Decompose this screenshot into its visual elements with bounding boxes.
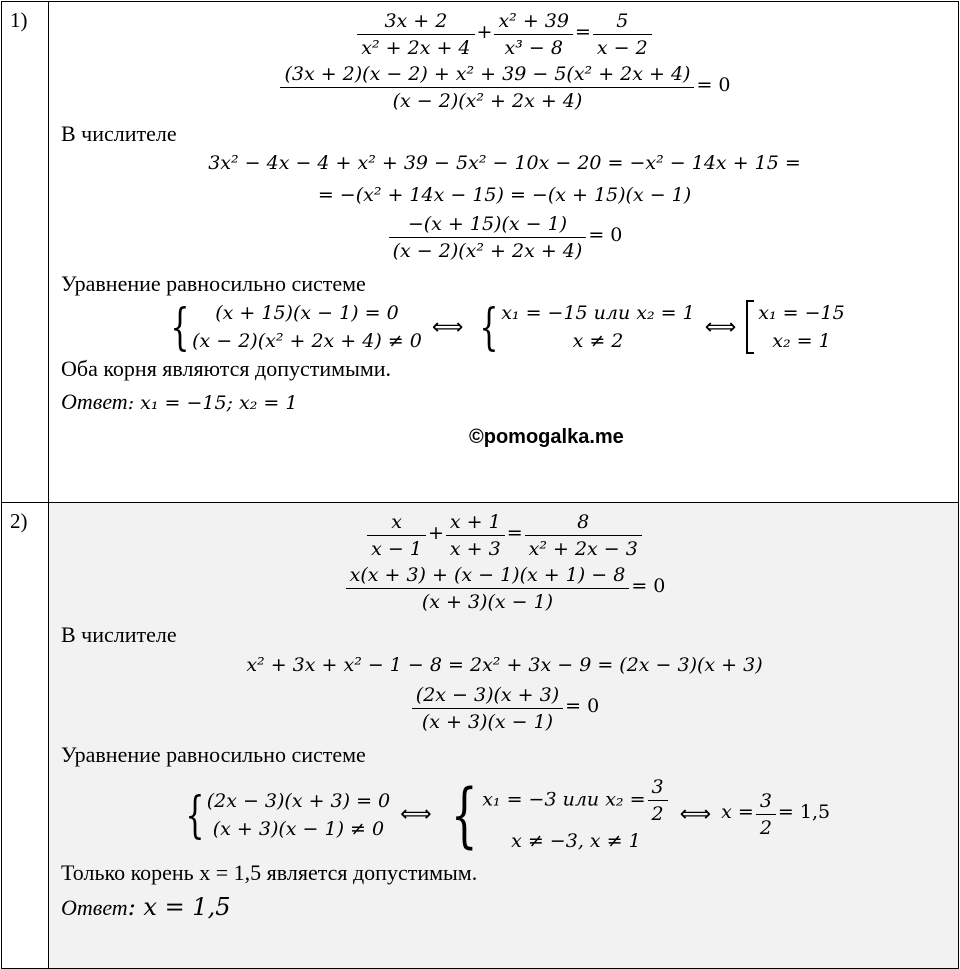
equation-line [61,61,948,114]
numerator: (2x − 3)(x + 3) [415,684,560,706]
solution-table [1,1,959,969]
system-row: x ≠ 2 [572,330,624,352]
result-left: x = [721,801,754,824]
equation-line [61,211,948,264]
fraction [367,509,426,562]
denominator: (x + 3)(x − 1) [346,588,630,615]
system-line [61,299,948,355]
fraction [389,211,587,264]
denominator: x + 3 [446,535,505,562]
brace-icon: { [479,298,499,356]
system-row: (x + 3)(x − 1) ≠ 0 [212,817,385,840]
fraction [357,8,474,61]
label-numerator: В числителе [61,622,177,647]
system-line [61,774,948,855]
answer-line [61,388,948,417]
fraction [494,8,573,61]
plus-sign: + [427,522,444,545]
numerator: x(x + 3) + (x − 1)(x + 1) − 8 [349,564,626,586]
problem-number: 1) [2,2,49,503]
brace-icon: { [185,785,205,844]
fraction [346,562,630,615]
denominator: x − 1 [367,535,426,562]
system-row: x₂ = 1 [772,330,831,352]
answer-line [61,894,948,921]
equivalence-arrow-icon: ⟺ [679,802,712,827]
system-1 [179,787,390,843]
label-system: Уравнение равносильно системе [61,742,366,767]
denominator: x³ − 8 [494,34,573,61]
roots-text: Только корень x = 1,5 является допустимым. [61,860,478,885]
denominator: (x + 3)(x − 1) [412,708,563,735]
equation-line [61,509,948,562]
denominator: x² + 2x + 4 [357,34,474,61]
problem-number: 2) [2,503,49,969]
equivalence-arrow-icon: ⟺ [704,314,737,340]
equivalence-arrow-icon: ⟺ [400,802,432,827]
system-2 [442,774,670,855]
denominator: 2 [648,800,668,827]
answer-label: Ответ [61,895,128,920]
numerator-expansion: 3x² − 4x − 4 + x² + 39 − 5x² − 10x − 20 = −x² − 14x + 15 = [208,152,801,174]
equals-sign: = [506,522,523,545]
problem-2-body [49,503,959,969]
numerator: x [391,511,402,533]
equation-line [61,8,948,61]
fraction [648,774,668,827]
numerator-factored: = −(x² + 14x − 15) = −(x + 15)(x − 1) [317,184,692,206]
numerator: 3 [651,776,664,798]
system-3 [746,299,844,355]
equals-zero: = 0 [588,224,623,247]
system-row: (x + 15)(x − 1) = 0 [215,302,399,324]
bracket-icon [746,300,754,354]
system-1 [164,299,422,355]
brace-icon: { [450,773,478,856]
fraction [446,509,505,562]
problem-2-row [2,503,959,969]
plus-sign: + [476,21,493,44]
label-numerator: В числителе [61,121,177,146]
system-row: x ≠ −3, x ≠ 1 [511,830,641,852]
fraction [280,61,694,114]
denominator: 2 [756,814,776,841]
system-row: x₁ = −15 или x₂ = 1 [501,302,695,324]
system-row: x₁ = −15 [758,302,845,324]
equation-line [61,562,948,615]
numerator: x + 1 [449,511,501,533]
system-2 [473,299,694,355]
equals-zero: = 0 [631,575,666,598]
equals-sign: = [574,21,591,44]
numerator: (3x + 2)(x − 2) + x² + 39 − 5(x² + 2x + 4) [284,63,691,85]
denominator: x − 2 [593,34,652,61]
numerator-expansion: x² + 3x + x² − 1 − 8 = 2x² + 3x − 9 = (2x − 3)(x + 3) [246,654,763,676]
system-row [482,774,669,827]
numerator: x² + 39 [498,10,569,32]
problem-1-body [49,2,959,503]
denominator: x² + 2x − 3 [525,535,642,562]
numerator: 3 [759,790,772,812]
label-system: Уравнение равносильно системе [61,271,366,296]
brace-icon: { [170,298,190,356]
system-row-text: x₁ = −3 или x₂ = [482,788,646,811]
denominator: (x − 2)(x² + 2x + 4) [389,237,587,264]
equivalence-arrow-icon: ⟺ [431,314,464,340]
fraction [756,788,776,841]
roots-text: Оба корня являются допустимыми. [61,356,392,381]
equals-zero: = 0 [696,74,731,97]
numerator: 3x + 2 [384,10,448,32]
fraction [525,509,642,562]
watermark: ©pomogalka.me [469,426,624,448]
system-row: (2x − 3)(x + 3) = 0 [206,789,391,812]
result-right: = 1,5 [777,801,831,824]
answer-label: Ответ [61,389,128,414]
numerator: 5 [616,10,629,32]
equation-line [61,682,948,735]
fraction [593,8,652,61]
numerator: 8 [577,511,590,533]
problem-1-row [2,2,959,503]
answer-value: : x₁ = −15; x₂ = 1 [127,392,298,414]
system-row: (x − 2)(x² + 2x + 4) ≠ 0 [192,330,422,352]
equals-zero: = 0 [565,695,600,718]
fraction [412,682,563,735]
denominator: (x − 2)(x² + 2x + 4) [280,87,694,114]
answer-value: : x = 1,5 [127,893,231,921]
numerator: −(x + 15)(x − 1) [407,213,568,235]
